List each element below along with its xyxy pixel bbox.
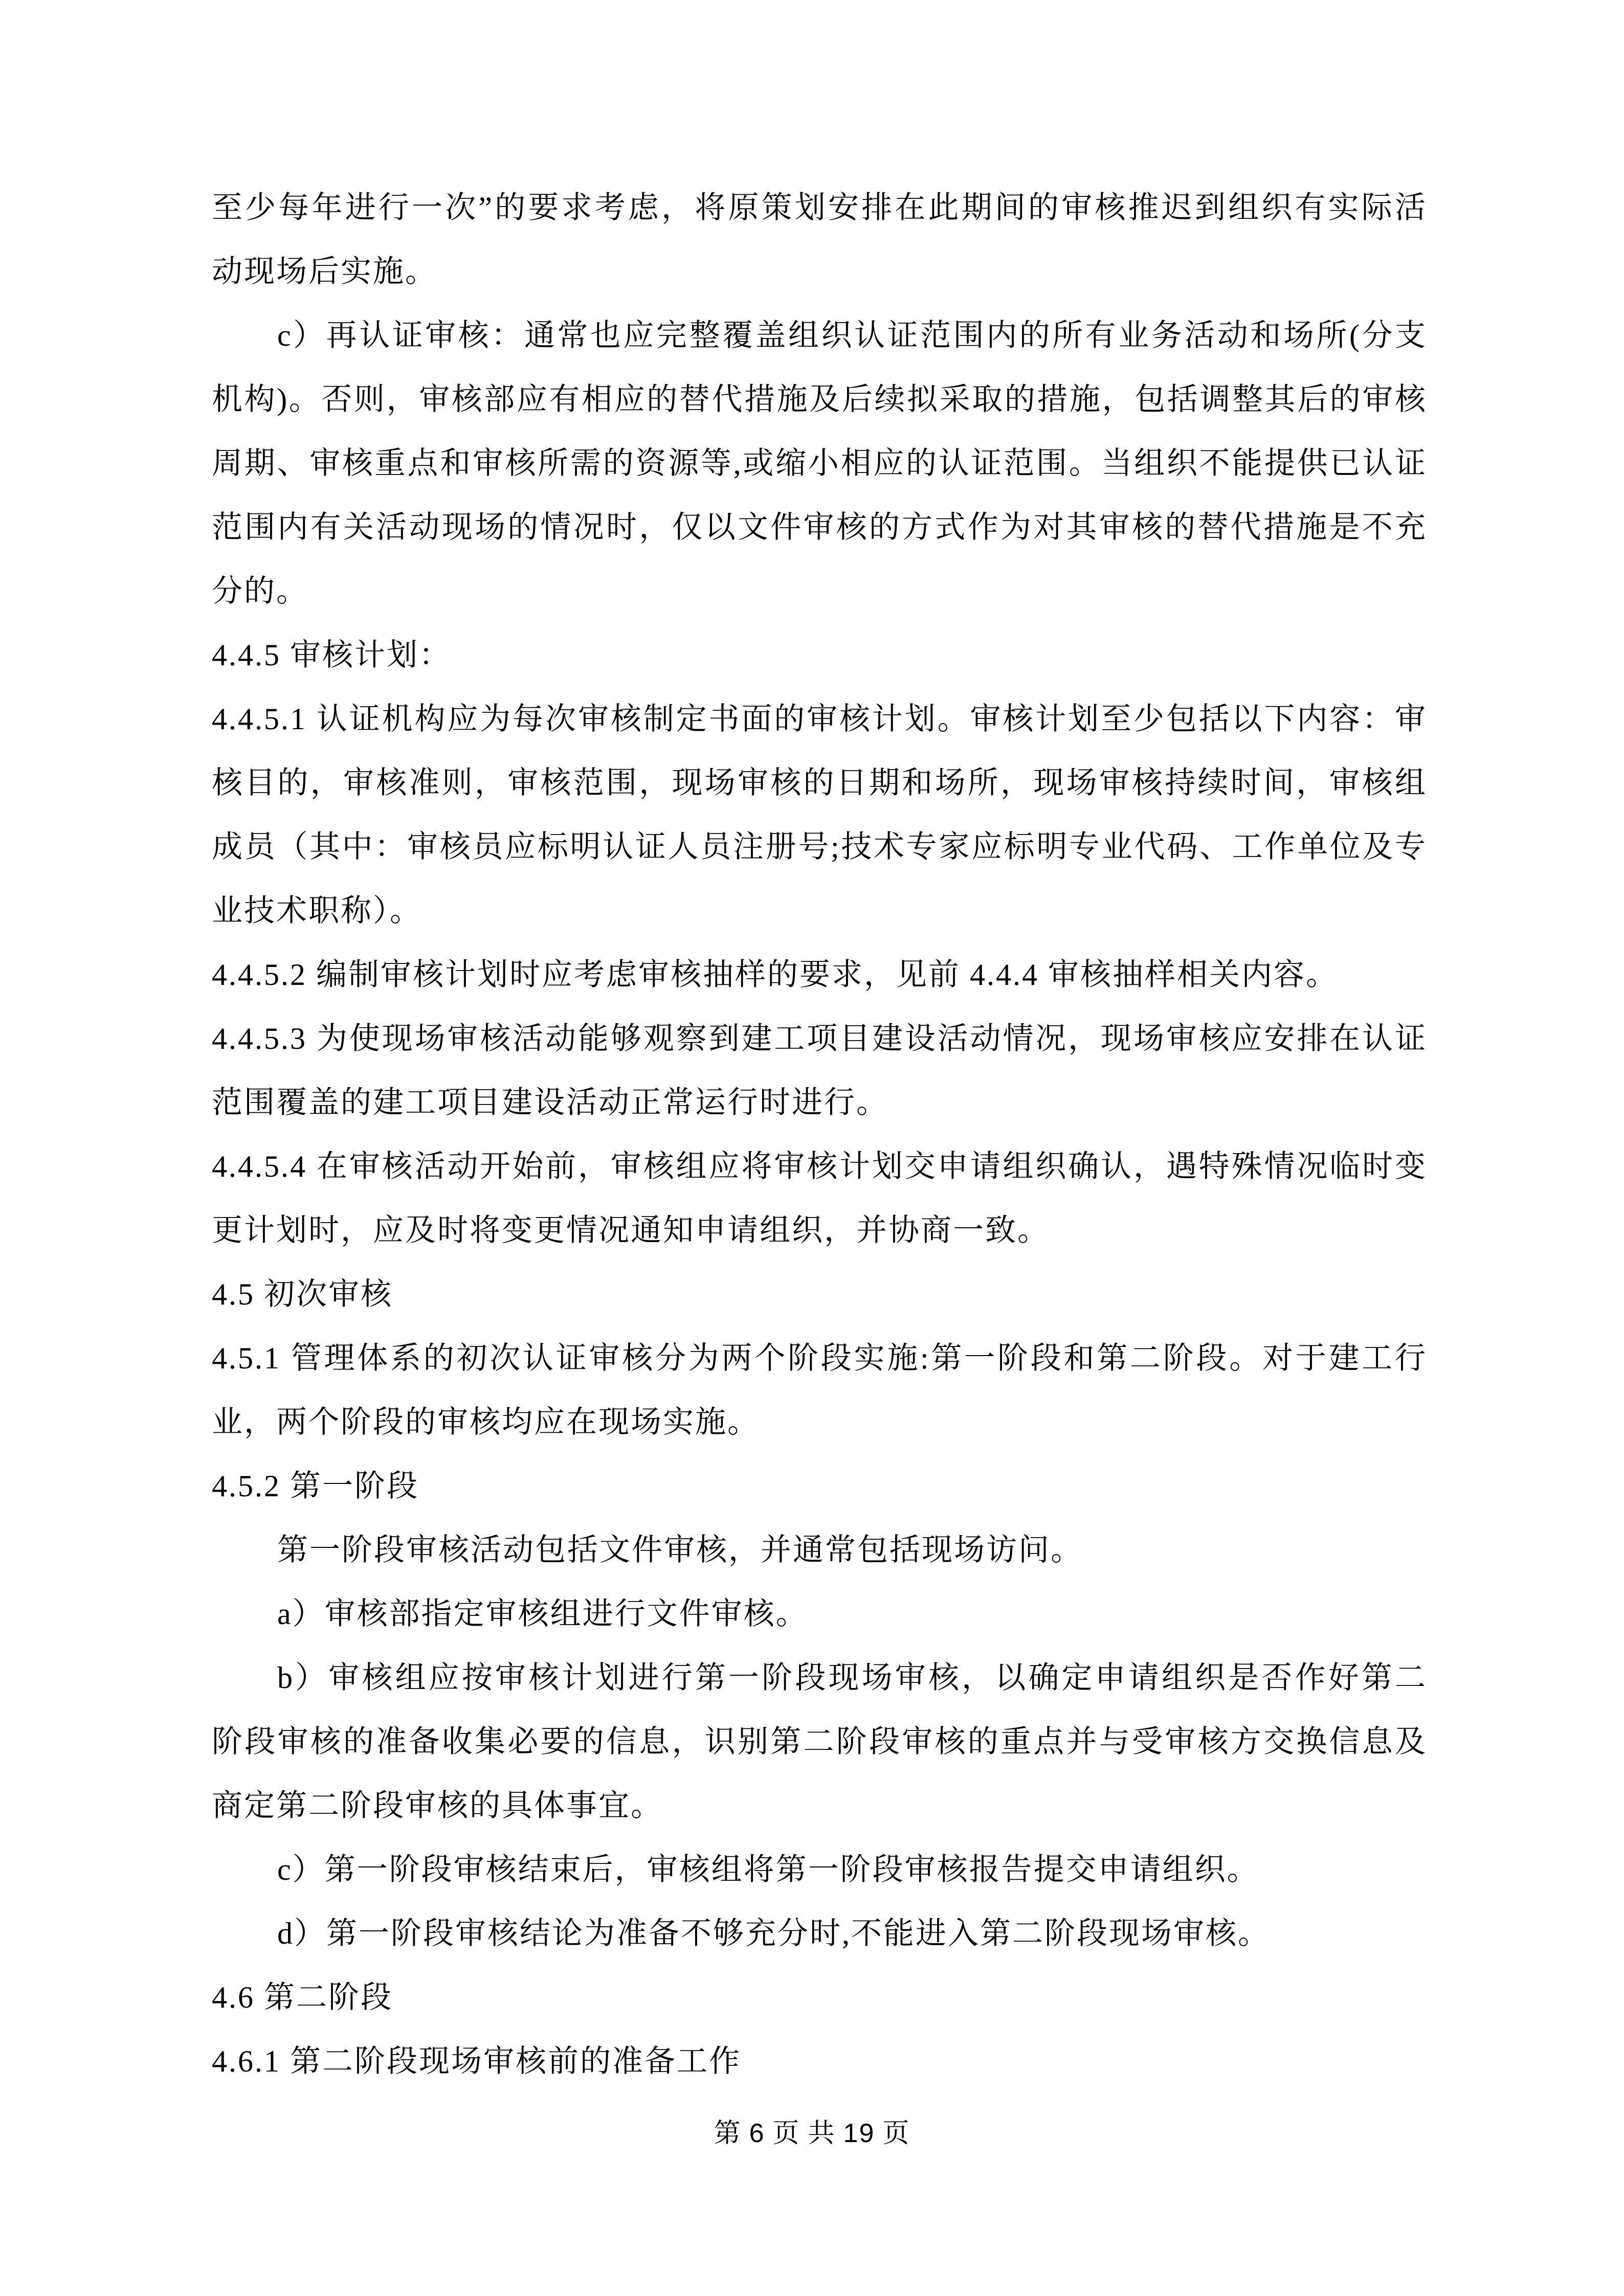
total-pages: 19: [843, 2119, 875, 2148]
text-line: 核目的，审核准则，审核范围，现场审核的日期和场所，现场审核持续时间，审核组: [212, 766, 1427, 800]
text-line: 至少每年进行一次”的要求考虑，将原策划安排在此期间的审核推迟到组织有实际活: [212, 191, 1427, 224]
text-line: c）再认证审核：通常也应完整覆盖组织认证范围内的所有业务活动和场所(分支: [277, 319, 1427, 352]
text-line: 4.6.1 第二阶段现场审核前的准备工作: [212, 2044, 741, 2078]
text-line: 更计划时，应及时将变更情况通知申请组织，并协商一致。: [212, 1213, 1050, 1247]
footer-label: 页: [875, 2119, 910, 2148]
text-line: 分的。: [212, 574, 308, 608]
text-line: b）审核组应按审核计划进行第一阶段现场审核，以确定申请组织是否作好第二: [277, 1661, 1427, 1695]
text-line: d）第一阶段审核结论为准备不够充分时,不能进入第二阶段现场审核。: [277, 1917, 1270, 1950]
text-line: 4.5.2 第一阶段: [212, 1469, 419, 1503]
text-line: 4.5.1 管理体系的初次认证审核分为两个阶段实施:第一阶段和第二阶段。对于建工行: [212, 1341, 1427, 1375]
text-line: 商定第二阶段审核的具体事宜。: [212, 1789, 663, 1822]
text-line: 4.5 初次审核: [212, 1277, 393, 1311]
text-line: 4.4.5.4 在审核活动开始前，审核组应将审核计划交申请组织确认，遇特殊情况临时变: [212, 1150, 1427, 1183]
text-line: 4.4.5 审核计划：: [212, 638, 451, 672]
text-line: c）第一阶段审核结束后，审核组将第一阶段审核报告提交申请组织。: [277, 1853, 1259, 1886]
text-line: 机构)。否则，审核部应有相应的替代措施及后续拟采取的措施，包括调整其后的审核: [212, 382, 1427, 416]
text-line: 4.4.5.2 编制审核计划时应考虑审核抽样的要求，见前 4.4.4 审核抽样相关内容。: [212, 958, 1338, 992]
text-line: 业，两个阶段的审核均应在现场实施。: [212, 1405, 760, 1439]
text-line: a）审核部指定审核组进行文件审核。: [277, 1597, 808, 1631]
text-line: 4.6 第二阶段: [212, 1980, 393, 2014]
text-line: 第一阶段审核活动包括文件审核，并通常包括现场访问。: [277, 1533, 1083, 1567]
footer-label: 页 共: [765, 2119, 843, 2148]
document-body: [212, 176, 1427, 2094]
page-footer: [0, 2117, 1624, 2150]
text-line: 成员（其中：审核员应标明认证人员注册号;技术专家应标明专业代码、工作单位及专: [212, 830, 1427, 864]
page-number: 6: [749, 2119, 765, 2148]
text-line: 范围内有关活动现场的情况时，仅以文件审核的方式作为对其审核的替代措施是不充: [212, 510, 1427, 544]
text-line: 4.4.5.3 为使现场审核活动能够观察到建工项目建设活动情况，现场审核应安排在认证: [212, 1022, 1427, 1055]
text-line: 4.4.5.1 认证机构应为每次审核制定书面的审核计划。审核计划至少包括以下内容：审: [212, 702, 1427, 736]
text-line: 范围覆盖的建工项目建设活动正常运行时进行。: [212, 1086, 888, 1119]
text-line: 阶段审核的准备收集必要的信息，识别第二阶段审核的重点并与受审核方交换信息及: [212, 1725, 1427, 1759]
text-line: 周期、审核重点和审核所需的资源等,或缩小相应的认证范围。当组织不能提供已认证: [212, 446, 1427, 480]
text-line: 业技术职称）。: [212, 894, 422, 928]
footer-label: 第: [714, 2119, 749, 2148]
text-line: 动现场后实施。: [212, 255, 437, 288]
